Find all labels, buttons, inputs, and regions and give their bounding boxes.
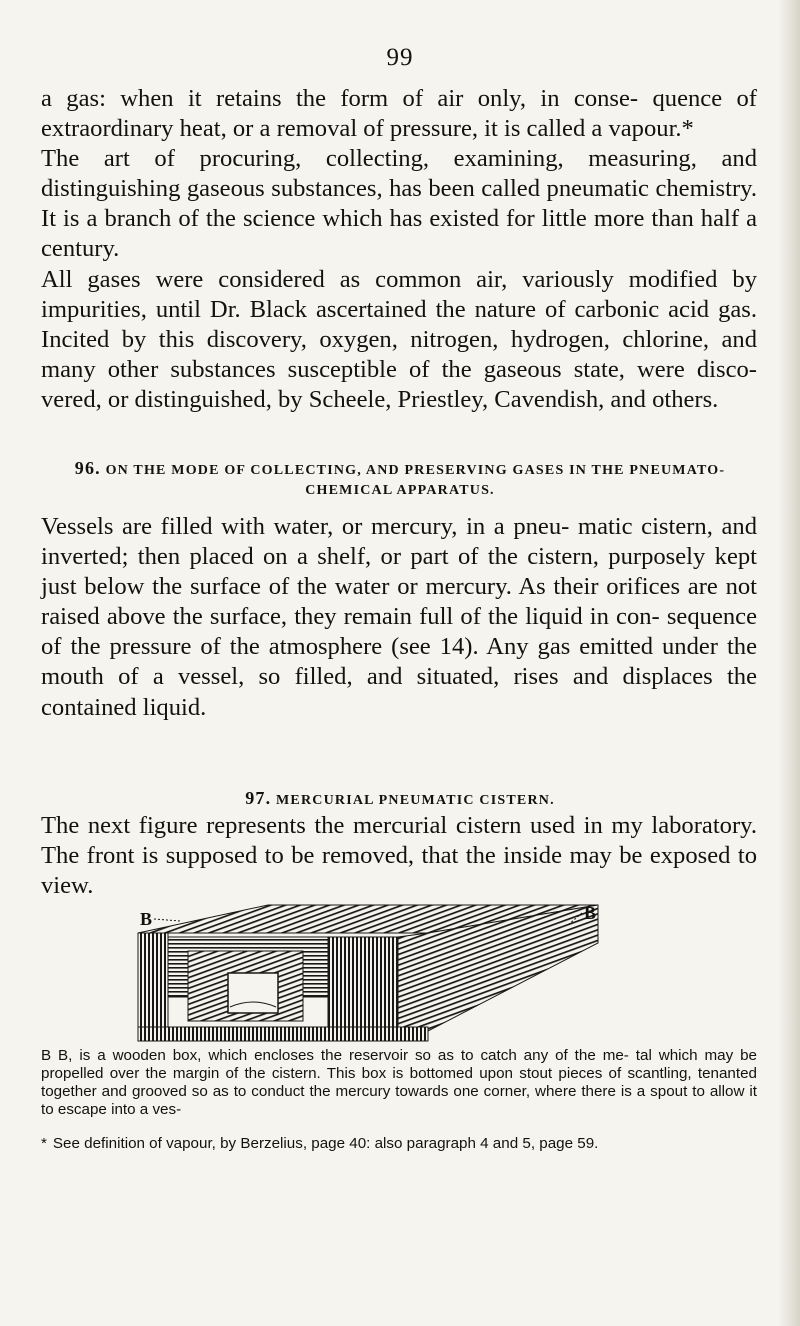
paragraph-vessels: Vessels are filled with water, or mercury, in a pneu- matic cistern, and inverted; then placed on a shelf, or part of the cistern, purposely kept just below the surface of the water or mercury. As their orifices are not raised above the surface, they remain full of the liquid in con- sequence of the pressure of the atmosphere (see 14). Any gas emitted under the mouth of a vessel, so filled, and situated, rises and displaces the contained liquid.: [41, 513, 757, 721]
paragraph-vapour: a gas: when it retains the form of air only, in conse- quence of extraordinary heat, or a removal of pressure, it is called a vapour.*: [41, 85, 757, 143]
body-section-top: [41, 84, 757, 415]
figure-label-left: B: [140, 909, 153, 929]
box-left-wall: [138, 933, 168, 1037]
footnote: [41, 1133, 757, 1155]
box-inner-wall: [328, 937, 398, 1031]
section-title: MERCURIAL PNEUMATIC CISTERN.: [276, 793, 555, 808]
section-heading-97: [120, 788, 680, 811]
footnote-text: See definition of vapour, by Berzelius, page 40: also paragraph 4 and 5, page 59.: [52, 1135, 599, 1152]
section-number: 97.: [245, 788, 272, 808]
page-number: 99: [386, 44, 414, 71]
paragraph-pneumatic-chemistry: The art of procuring, collecting, examining, measuring, and distinguishing gaseous substances, has been called pneumatic chemistry. It is a branch of the science which has existed for little more than half a century.: [41, 145, 757, 263]
box-base: [138, 1027, 428, 1041]
section-number: 96.: [74, 458, 101, 478]
reservoir-trough: [228, 973, 278, 1013]
footnote-marker: *: [41, 1135, 47, 1152]
section-heading-96: [50, 458, 750, 501]
paragraph-next-figure: The next figure represents the mercurial cistern used in my laboratory. The front is supposed to be removed, that the inside may be exposed to view.: [41, 812, 757, 900]
page-edge-shadow: [778, 0, 800, 1326]
paragraph-gases-history: All gases were considered as common air, variously modified by impurities, until Dr. Black ascertained the nature of carbonic acid gas. Incited by this discovery, oxygen, nitrogen, hydrogen, chlorine, and many other substances susceptible of the gaseous state, were disco- vered, or distinguished, by Scheele, Priestley, Cavendish, and others.: [41, 265, 757, 413]
section-title: ON THE MODE OF COLLECTING, AND PRESERVING GASES IN THE PNEUMATO-CHEMICAL APPARATUS.: [105, 463, 726, 498]
figure-caption: B B, is a wooden box, which encloses the reservoir so as to catch any of the me- tal which may be propelled over the margin of the cistern. This box is bottomed upon stout pieces of scantling, tenanted together and grooved so as to conduct the mercury towards one corner, where there is a spout to allow it to escape into a ves-: [41, 1047, 757, 1118]
mercurial-cistern-illustration: [128, 903, 608, 1043]
figure-label-right: B: [584, 903, 597, 923]
